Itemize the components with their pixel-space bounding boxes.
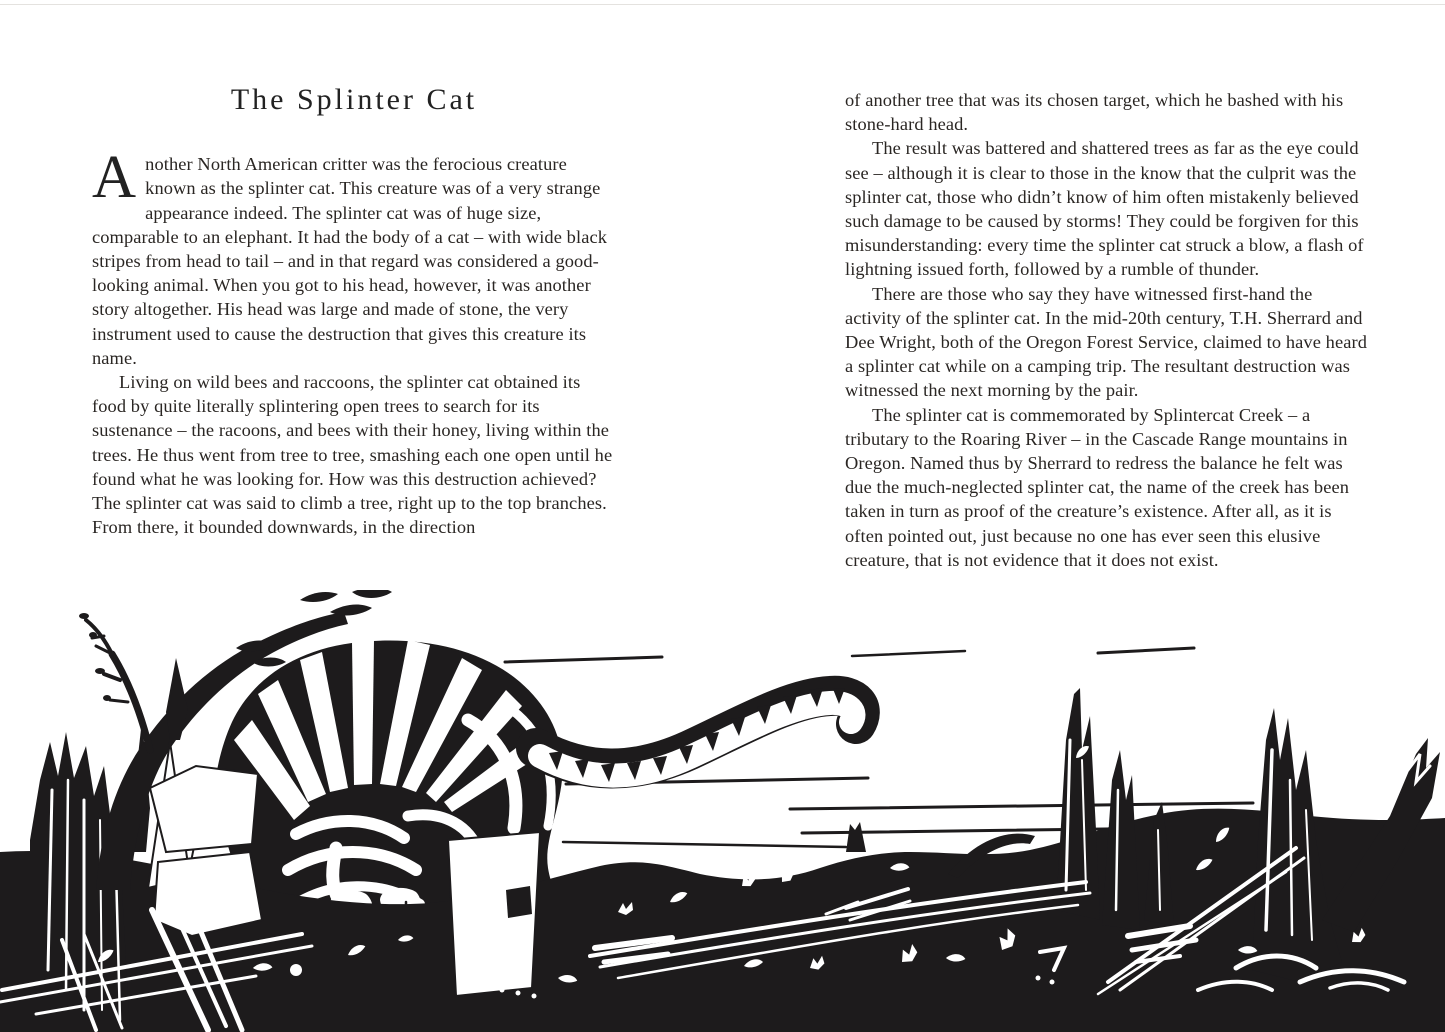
paragraph-text: nother North American critter was the ferocious creature known as the splinter cat. This creature was of a very strange appearance indeed. The splinter cat was of huge size, comparable to an elephant. It had the body of a cat – with wide black stripes from head to tail – and in that regard was considered a good-looking animal. When you got to his head, however, it was another story altogether. His head was large and made of stone, the very instrument used to cause the destruction that gives this creature its name. (92, 154, 608, 368)
drop-cap: A (92, 144, 137, 212)
paragraph: The splinter cat is commemorated by Splintercat Creek – a tributary to the Roaring River – in the Cascade Range mountains in Oregon. Named thus by Sherrard to redress the balance he felt was due the much-neglected splinter cat, the name of the creek has been taken in turn as proof of the creature’s existence. After all, as it is often pointed out, just because no one has ever seen this elusive creature, that is not evidence that it does not exist. (845, 404, 1350, 570)
right-text-column (845, 88, 1369, 572)
speed-lines (505, 648, 1257, 847)
page-title: The Splinter Cat (230, 83, 478, 116)
splinter-cat-illustration (0, 590, 1445, 1032)
paragraph (92, 144, 616, 370)
paragraph: The result was battered and shattered trees as far as the eye could see – although it is clear to those in the know that the culprit was the splinter cat, those who didn’t know of him often mistakenly believed such damage to be caused by storms! They could be forgiven for this misunderstanding: every time the splinter cat struck a blow, a flash of lightning issued forth, followed by a rumble of thunder. (845, 138, 1364, 280)
paragraph: of another tree that was its chosen target, which he bashed with his stone-hard head. (845, 90, 1344, 135)
paragraph: Living on wild bees and raccoons, the splinter cat obtained its food by quite literally splintering open trees to search for its sustenance – the racoons, and bees with their honey, living within the trees. He thus went from tree to tree, smashing each one open until he found what he was looking for. How was this destruction achieved? The splinter cat was said to climb a tree, right up to the top branches. From there, it bounded downwards, in the direction (92, 372, 613, 538)
left-text-column (92, 83, 616, 539)
paragraph: There are those who say they have witnessed first-hand the activity of the splinter cat. In the mid-20th century, T.H. Sherrard and Dee Wright, both of the Oregon Forest Service, claimed to have heard a splinter cat while on a camping trip. The resultant destruction was witnessed the next morning by the pair. (845, 283, 1368, 401)
cat-tail (536, 688, 860, 782)
distant-stump (846, 822, 866, 852)
page-edge (0, 4, 1445, 5)
